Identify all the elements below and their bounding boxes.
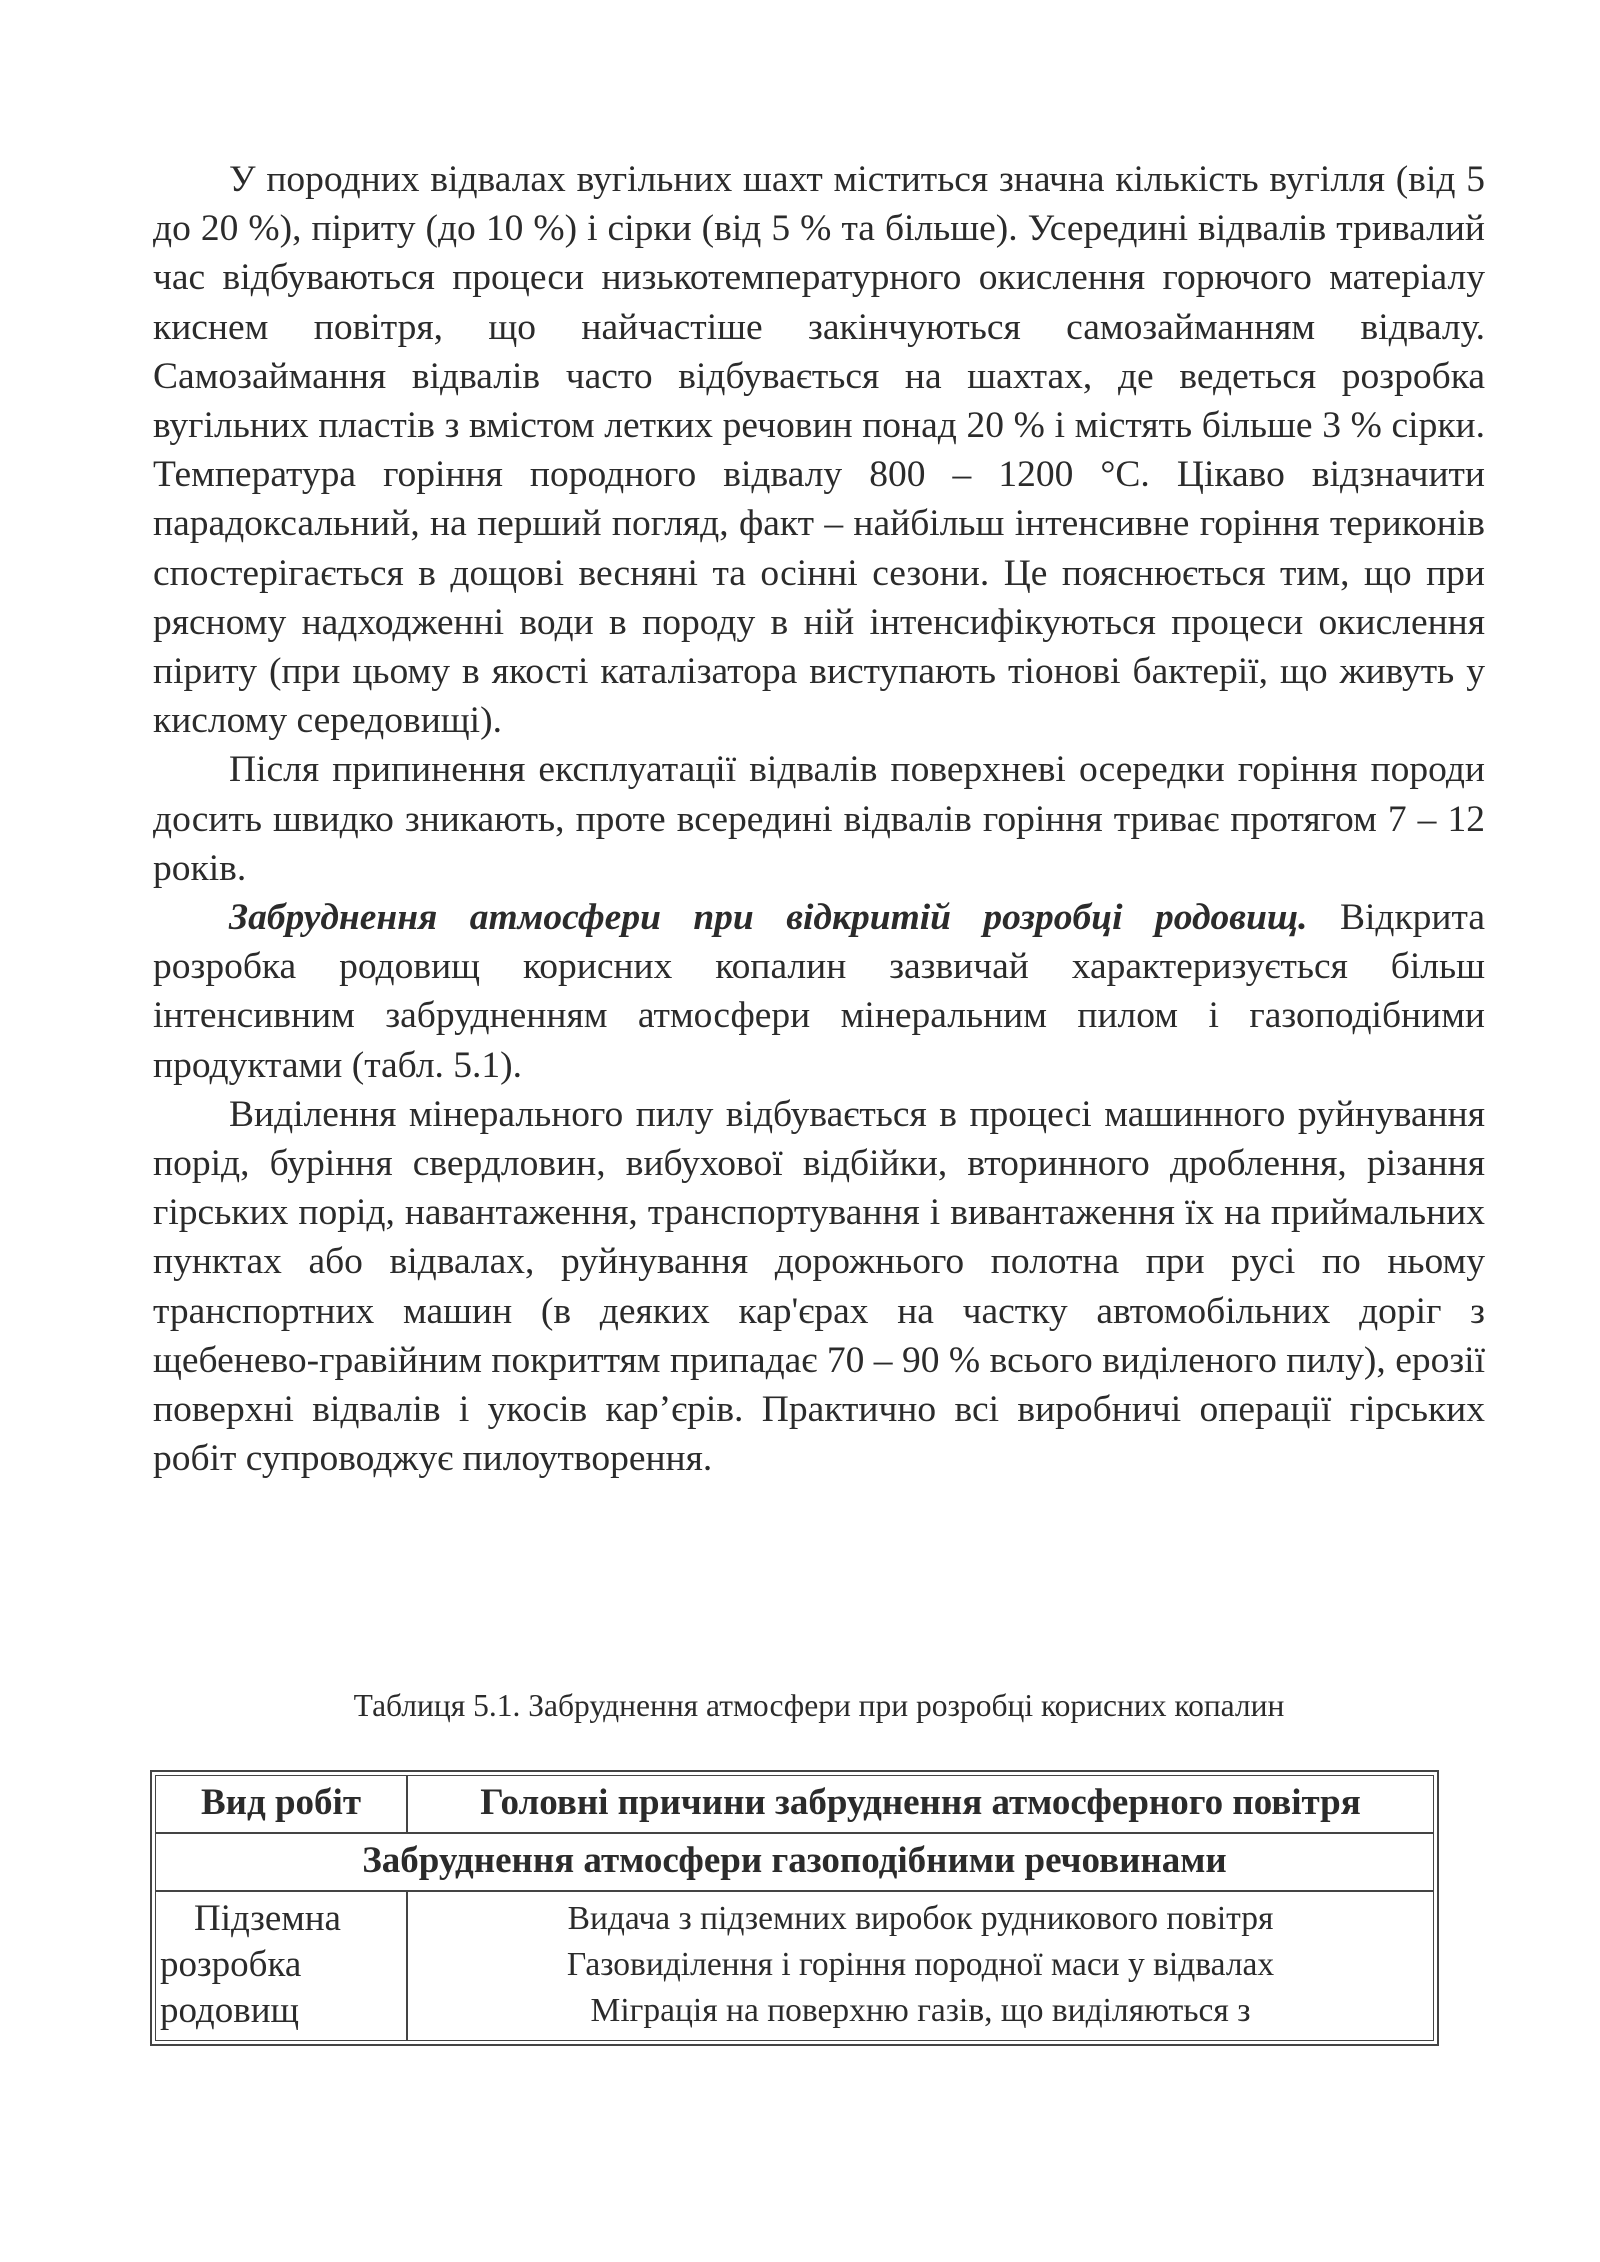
table-section-row xyxy=(155,1833,1434,1891)
work-type-line: родовищ xyxy=(160,1990,300,2031)
table-caption: Таблиця 5.1. Забруднення атмосфери при розробці корисних копалин xyxy=(353,1688,1285,1723)
row-work-type xyxy=(155,1891,407,2041)
paragraph-4: Виділення мінерального пилу відбувається в процесі машинного руйнування порід, буріння свердловин, вибухової відбійки, вторинного дроблення, різання гірських порід, навантаження, транспортування і вивантаження їх на приймальних пунктах або відвалах, руйнування дорожнього полотна при русі по ньому транспортних машин (в деяких кар'єрах на частку автомобільних доріг з щебенево-гравійним покриттям припадає 70 – 90 % всього виділеного пилу), ерозії поверхні відвалів і укосів кар’єрів. Практично всі виробничі операції гірських робіт супроводжує пилоутворення. xyxy=(153,1093,1485,1480)
cause-line: Газовиділення і горіння породної маси у відвалах xyxy=(566,1946,1275,1983)
cause-line: Видача з підземних виробок рудникового повітря xyxy=(567,1900,1274,1937)
work-type-line: розробка xyxy=(160,1944,302,1985)
pollution-table xyxy=(155,1775,1434,2041)
table-header-row xyxy=(155,1775,1434,1833)
paragraph-1: У породних відвалах вугільних шахт міститься значна кількість вугілля (від 5 до 20 %), піриту (до 10 %) і сірки (від 5 % та більше). Усередині відвалів тривалий час відбуваються процеси низькотемпературного окислення горючого матеріалу киснем повітря, що найчастіше закінчуються самозайманням відвалу. Самозаймання відвалів часто відбувається на шахтах, де ведеться розробка вугільних пластів з вмістом летких речовин понад 20 % і містять більше 3 % сірки. Температура горіння породного відвалу 800 – 1200 °С. Цікаво відзначити парадоксальний, на перший погляд, факт – найбільш інтенсивне горіння териконів спостерігається в дощові весняні та осінні сезони. Це пояснюється тим, що при рясному надходженні води в породу в ній інтенсифікуються процеси окислення піриту (при цьому в якості каталізатора виступають тіонові бактерії, що живуть у кислому середовищі). xyxy=(153,159,1485,742)
header-main-causes: Головні причини забруднення атмосферного повітря xyxy=(407,1775,1434,1833)
header-work-type: Вид робіт xyxy=(155,1775,407,1833)
cause-line: Міграція на поверхню газів, що виділяються з xyxy=(590,1992,1251,2029)
table-row xyxy=(155,1891,1434,2041)
paragraph-3-text: Відкрита розробка родовищ корисних копалин зазвичай характеризується більш інтенсивним забрудненням атмосфери мінеральним пилом і газоподібними продуктами (табл. 5.1). xyxy=(153,897,1485,1086)
paragraph-2: Після припинення експлуатації відвалів поверхневі осередки горіння породи досить швидко зникають, проте всередині відвалів горіння триває протягом 7 – 12 років. xyxy=(153,749,1485,889)
row-causes xyxy=(407,1891,1434,2041)
section-title-gas: Забруднення атмосфери газоподібними речовинами xyxy=(155,1833,1434,1891)
work-type-line: Підземна xyxy=(194,1898,341,1939)
table-frame xyxy=(150,1770,1439,2046)
section-heading-open-pit: Забруднення атмосфери при відкритій розробці родовищ. xyxy=(229,897,1308,939)
page-content xyxy=(153,155,1485,1723)
paragraph-3 xyxy=(153,893,1485,1090)
